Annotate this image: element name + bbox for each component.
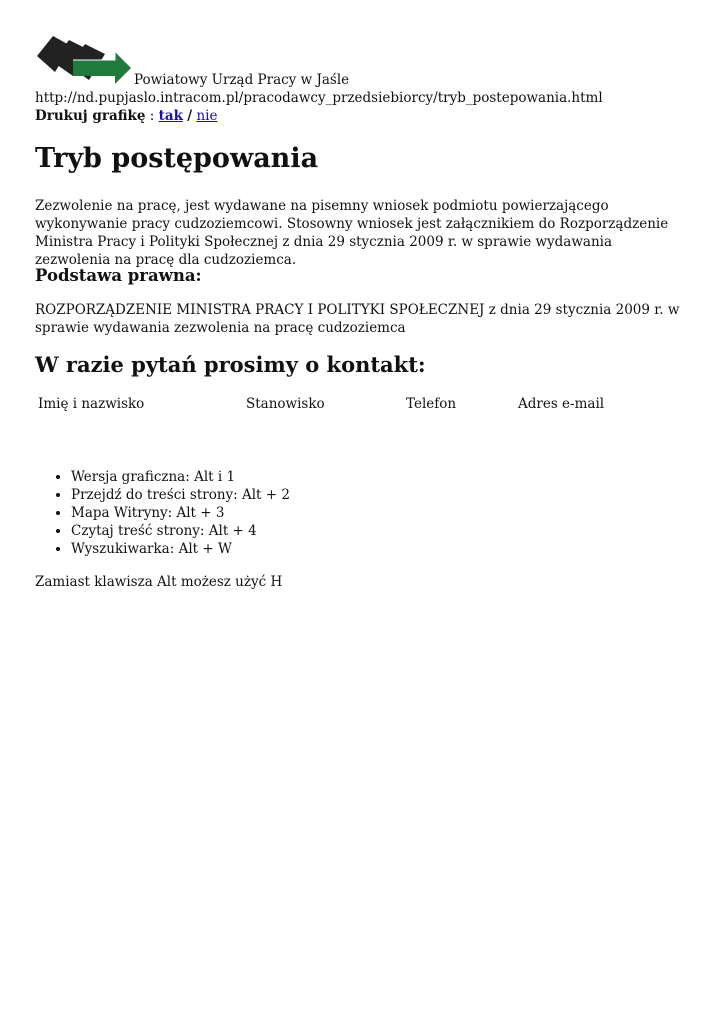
org-name: Powiatowy Urząd Pracy w Jaśle — [134, 72, 350, 88]
alt-key-note: Zamiast klawisza Alt możesz użyć H — [35, 574, 283, 590]
legal-basis-heading: Podstawa prawna: — [35, 266, 202, 285]
cards-arrow-logo-icon — [35, 34, 133, 86]
page-url: http://nd.pupjaslo.intracom.pl/pracodawcy_przedsiebiorcy/tryb_postepowania.html — [35, 90, 603, 106]
list-item: • Czytaj treść strony: Alt + 4 — [71, 522, 290, 540]
page-title: Tryb postępowania — [35, 143, 319, 174]
column-name: Imię i nazwisko — [38, 396, 145, 412]
print-graphics-switch — [35, 108, 218, 124]
column-phone: Telefon — [406, 396, 457, 412]
print-graphics-label: Drukuj grafikę — [35, 108, 146, 124]
list-item: • Wyszukiwarka: Alt + W — [71, 540, 290, 558]
contact-heading: W razie pytań prosimy o kontakt: — [35, 352, 426, 377]
print-yes-link[interactable]: tak — [158, 108, 183, 124]
legal-basis-text: ROZPORZĄDZENIE MINISTRA PRACY I POLITYKI SPOŁECZNEJ z dnia 29 stycznia 2009 r. w sprawie wydawania zezwolenia na pracę cudzoziemca — [35, 302, 680, 336]
contact-table-header-row — [35, 392, 641, 416]
keyboard-shortcuts-list — [35, 468, 290, 558]
list-item: • Wersja graficzna: Alt i 1 — [71, 468, 290, 486]
print-separator: / — [187, 108, 193, 124]
list-item: • Przejdź do treści strony: Alt + 2 — [71, 486, 290, 504]
list-item: • Mapa Witryny: Alt + 3 — [71, 504, 290, 522]
column-position: Stanowisko — [246, 396, 325, 412]
contact-table — [35, 392, 641, 416]
column-email: Adres e-mail — [518, 396, 605, 412]
print-colon: : — [149, 108, 155, 124]
intro-paragraph: Zezwolenie na pracę, jest wydawane na pisemny wniosek podmiotu powierzającego wykonywanie pracy cudzoziemcowi. Stosowny wniosek jest załącznikiem do Rozporządzenie Ministra Pracy i Polityki Społecznej z dnia 29 stycznia 2009 r. w sprawie wydawania zezwolenia na pracę dla cudzoziemca. — [35, 198, 669, 268]
print-no-link[interactable]: nie — [196, 108, 218, 124]
